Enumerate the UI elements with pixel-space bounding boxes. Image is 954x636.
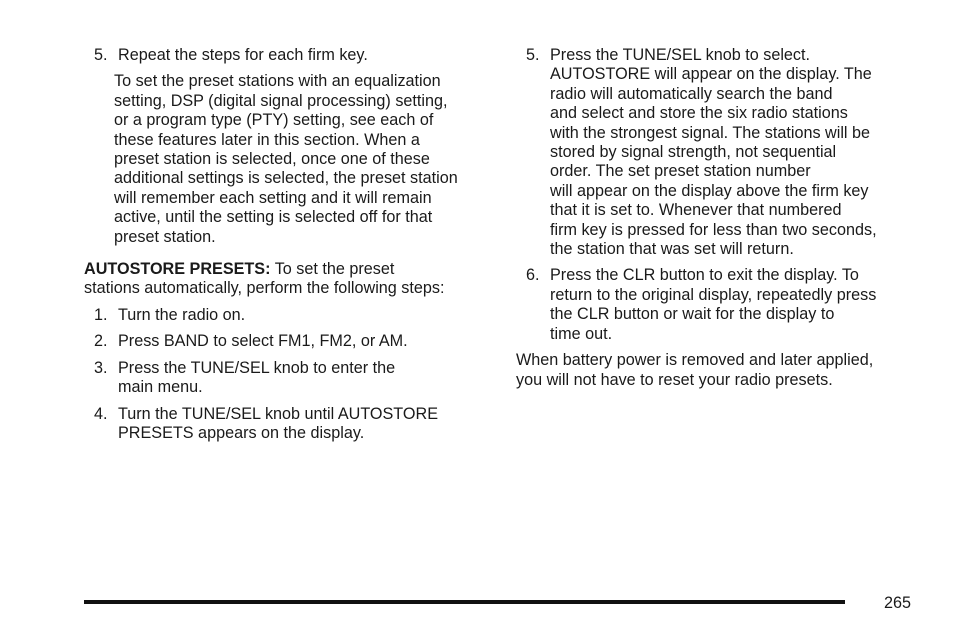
list-item-step-4 bbox=[84, 405, 494, 444]
page-number: 265 bbox=[884, 594, 912, 612]
step-text: Press the CLR button to exit the display. To return to the original display, repeatedly press the CLR button or wait for the display to time out. bbox=[550, 266, 877, 343]
step-text: Turn the radio on. bbox=[118, 305, 246, 324]
left-column bbox=[84, 46, 494, 450]
battery-note-paragraph: When battery power is removed and later applied, you will not have to reset your radio presets. bbox=[516, 351, 874, 389]
autostore-intro-paragraph bbox=[84, 260, 494, 299]
equalization-note-paragraph: To set the preset stations with an equalization setting, DSP (digital signal processing) setting, or a program type (PTY) setting, see each of these features later in this section. When a preset station is selected, once one of these additional settings is selected, the preset station will remember each setting and it will remain active, until the setting is selected off for that preset station. bbox=[114, 72, 458, 246]
footer-rule bbox=[84, 600, 845, 604]
autostore-heading: AUTOSTORE PRESETS: bbox=[84, 260, 271, 279]
list-item-step-5-autostore bbox=[516, 46, 926, 259]
step-number: 5. bbox=[526, 46, 540, 64]
step-text: Repeat the steps for each firm key. bbox=[118, 46, 368, 64]
step-text: Press BAND to select FM1, FM2, or AM. bbox=[118, 332, 408, 351]
step-text: Press the TUNE/SEL knob to select. AUTOSTORE will appear on the display. The radio will automatically search the band and select and store the six radio stations with the strongest signal. The stations will be stored by signal strength, not sequential order. The set preset station number will appear on the display above the firm key that it is set to. Whenever that numbered firm key is pressed for less than two seconds, the station that was set will return. bbox=[550, 46, 877, 259]
step-text: Turn the TUNE/SEL knob until AUTOSTORE PRESETS appears on the display. bbox=[118, 404, 438, 442]
step-number: 3. bbox=[94, 358, 108, 377]
list-item-step-5 bbox=[84, 46, 494, 65]
list-item-step-1 bbox=[84, 306, 494, 325]
right-column bbox=[516, 46, 926, 397]
list-item-step-3 bbox=[84, 359, 494, 398]
step-number: 2. bbox=[94, 332, 108, 351]
step-number: 4. bbox=[94, 404, 108, 423]
autostore-intro-text: To set the preset stations automatically, perform the following steps: bbox=[84, 260, 445, 298]
step-number: 1. bbox=[94, 305, 108, 324]
list-item-step-2 bbox=[84, 332, 494, 351]
list-item-step-6-autostore bbox=[516, 266, 926, 344]
step-number: 6. bbox=[526, 266, 540, 285]
step-text: Press the TUNE/SEL knob to enter the main menu. bbox=[118, 358, 396, 397]
step-number: 5. bbox=[94, 46, 108, 64]
